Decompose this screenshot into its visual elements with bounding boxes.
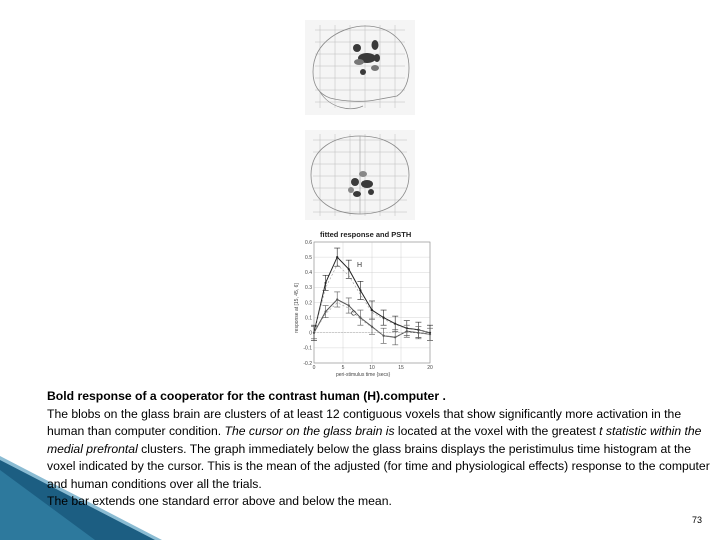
- y-tick-label: 0.1: [305, 315, 312, 322]
- data-point: [348, 304, 350, 306]
- plot-area: [303, 240, 433, 371]
- data-point: [383, 317, 385, 319]
- x-tick-label: 0: [312, 365, 316, 371]
- data-point: [325, 282, 327, 284]
- data-point: [336, 256, 338, 258]
- series-label-h: H: [357, 262, 363, 270]
- data-point: [417, 332, 419, 334]
- data-point: [325, 310, 327, 312]
- y-tick-label: 0.5: [305, 254, 312, 261]
- plot-title: fitted response and PSTH: [320, 230, 412, 239]
- caption-title: Bold response of a cooperator for the contrast human (H).computer .: [47, 389, 446, 403]
- y-tick-label: 0.4: [305, 270, 312, 277]
- data-point: [371, 326, 373, 328]
- data-point: [348, 268, 350, 270]
- y-tick-label: 0: [309, 330, 312, 337]
- series-label-c: C: [351, 310, 357, 318]
- y-tick-label: 0.3: [305, 285, 312, 292]
- page-number: 73: [691, 515, 702, 525]
- y-tick-label: -0.2: [303, 360, 312, 367]
- caption-paragraph: [47, 406, 717, 494]
- data-point: [371, 309, 373, 311]
- caption-italic-2: t statistic within the medial prefrontal: [47, 424, 702, 456]
- data-point: [394, 323, 396, 325]
- data-point: [429, 333, 431, 335]
- data-point: [336, 298, 338, 300]
- caption-text-2: located at the voxel with the greatest: [394, 424, 600, 438]
- x-tick-label: 10: [369, 365, 375, 371]
- x-tick-label: 20: [427, 365, 433, 371]
- psth-chart: [290, 228, 440, 378]
- data-point: [313, 332, 315, 334]
- data-point: [359, 317, 361, 319]
- data-point: [383, 335, 385, 337]
- caption: [47, 388, 717, 511]
- data-point: [359, 289, 361, 291]
- glass-brain-axial: [305, 130, 415, 220]
- caption-text-3: clusters. The graph immediately below the glass brains displays the peristimulus time histogram at the voxel indicated by the cursor. This is the mean of the adjusted (for time and physiological effects) response to the computer and human conditions over all the trials.: [47, 441, 710, 491]
- x-axis-label: peri-stimulus time {secs}: [336, 372, 391, 378]
- x-tick-label: 5: [341, 365, 345, 371]
- data-point: [394, 336, 396, 338]
- glass-brain-sagittal: [305, 20, 415, 115]
- data-point: [406, 330, 408, 332]
- caption-text-1: The blobs on the glass brain are clusters of at least 12 contiguous voxels that show significantly more activation in the human than computer condition.: [47, 406, 682, 438]
- caption-note: The bar extends one standard error above and below the mean.: [47, 494, 392, 508]
- y-axis-label: response at [15, 45, 6]: [294, 283, 300, 333]
- x-tick-label: 15: [398, 365, 404, 371]
- y-tick-label: 0.2: [305, 300, 312, 307]
- caption-italic-1: The cursor on the glass brain is: [224, 424, 395, 438]
- y-tick-label: -0.1: [303, 345, 312, 352]
- y-tick-label: 0.6: [305, 239, 312, 246]
